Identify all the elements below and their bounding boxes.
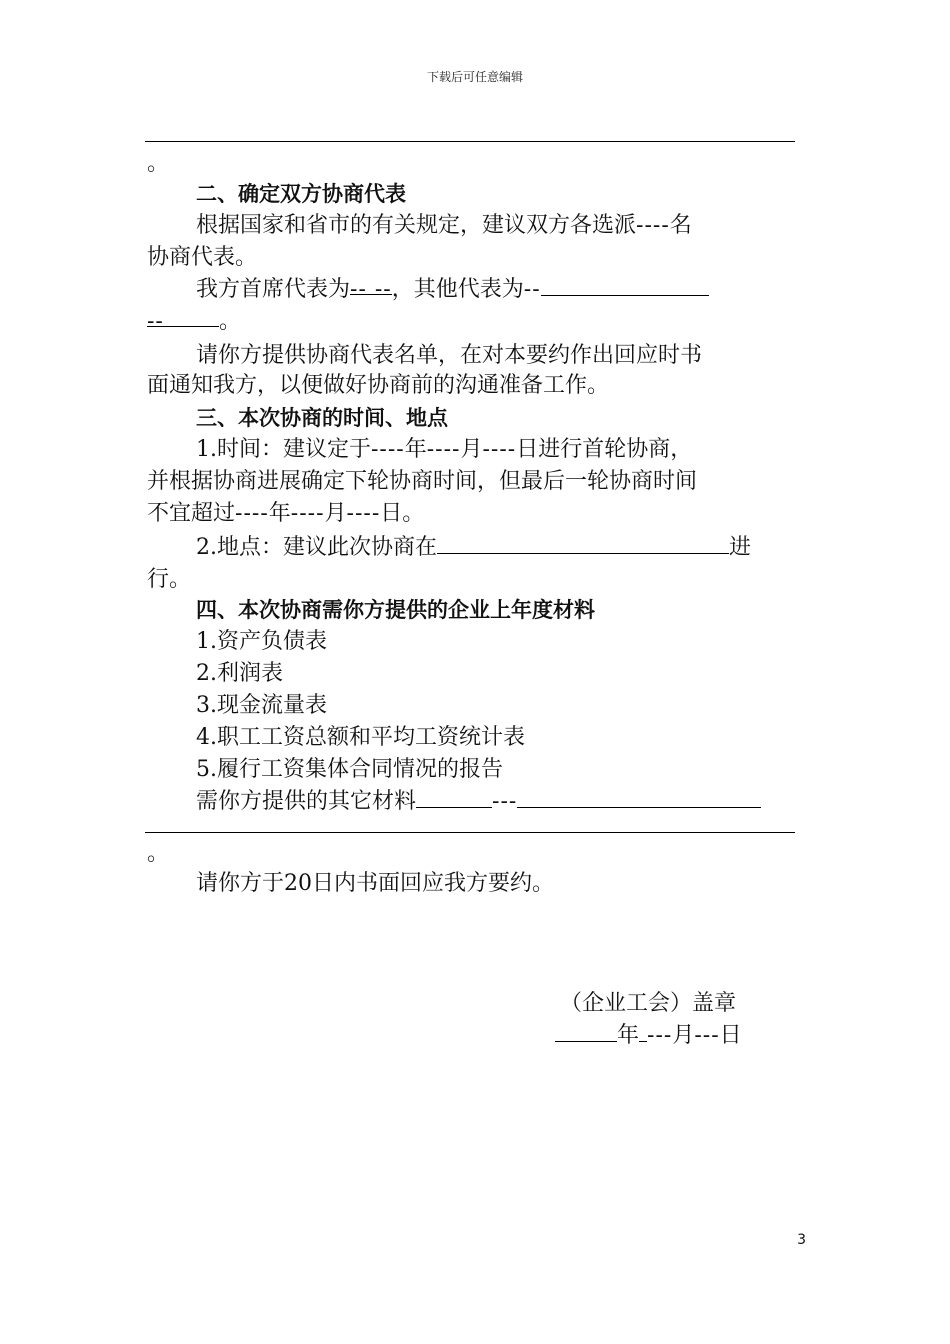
s3-location-line: 2.地点：建议此次协商在 进	[196, 535, 752, 560]
location-blank[interactable]	[437, 533, 729, 554]
blank-count: ----	[636, 213, 670, 238]
material-item: 3.现金流量表	[196, 693, 327, 718]
section-3-heading: 三、本次协商的时间、地点	[196, 406, 448, 430]
section-2-heading: 二、确定双方协商代表	[196, 182, 406, 206]
s2-paragraph-2: 我方首席代表为-- --，其他代表为--	[196, 274, 709, 306]
reply-request: 请你方于20日内书面回应我方要约。	[196, 871, 554, 896]
s3-location-cont: 行。	[147, 567, 192, 592]
other-materials-blank[interactable]	[416, 787, 492, 808]
material-item: 5.履行工资集体合同情况的报告	[196, 757, 503, 782]
year-blank[interactable]	[555, 1021, 617, 1042]
other-rep-blank[interactable]	[541, 275, 709, 296]
period: 。	[147, 151, 170, 176]
underline-rule	[145, 832, 795, 833]
period: 。	[147, 841, 170, 866]
page-header: 下载后可任意编辑	[426, 70, 523, 84]
material-item: 1.资产负债表	[196, 629, 327, 654]
s2-paragraph-2-cont: -- 。	[147, 306, 241, 338]
s2-paragraph-3-cont: 面通知我方，以便做好协商前的沟通准备工作。	[147, 373, 610, 398]
union-seal-label: （企业工会）盖章	[560, 991, 737, 1016]
s3-time-line-2: 并根据协商进展确定下轮协商时间，但最后一轮协商时间	[147, 469, 698, 494]
section-4-heading: 四、本次协商需你方提供的企业上年度材料	[196, 598, 595, 622]
underline-rule	[145, 141, 795, 142]
other-materials-blank-2[interactable]	[517, 787, 761, 808]
date-line: 年 ---月---日	[555, 1020, 742, 1052]
material-item: 4.职工工资总额和平均工资统计表	[196, 725, 525, 750]
s2-paragraph-3: 请你方提供协商代表名单，在对本要约作出回应时书	[196, 343, 703, 368]
s3-time-line: 1.时间：建议定于----年----月----日进行首轮协商，	[196, 437, 693, 462]
other-materials-line: 需你方提供的其它材料 ---	[196, 786, 761, 818]
page-number: 3	[797, 1232, 806, 1248]
s3-time-line-3: 不宜超过----年----月----日。	[147, 501, 425, 526]
material-item: 2.利润表	[196, 661, 283, 686]
other-rep-blank-cont[interactable]: --	[147, 306, 219, 327]
s2-paragraph-1-cont: 协商代表。	[147, 245, 258, 270]
s2-paragraph-1: 根据国家和省市的有关规定，建议双方各选派----名	[196, 213, 692, 238]
chief-rep-blank[interactable]: -- --	[350, 274, 392, 295]
